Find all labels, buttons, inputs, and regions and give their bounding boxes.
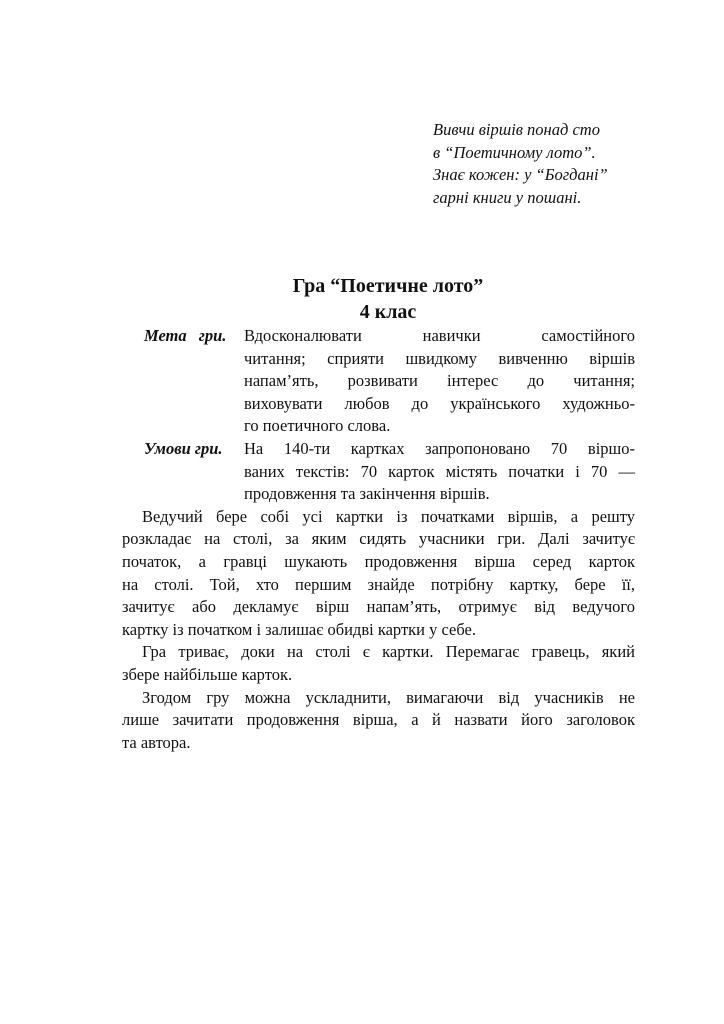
epigraph-line: Вивчи віршів понад сто <box>433 120 600 139</box>
page-title <box>0 273 724 325</box>
rules-term: Умови гри. <box>144 438 223 458</box>
title-grade: 4 клас <box>359 301 417 323</box>
paragraph-line: Гра триває, доки на столі є картки. Перемагає гравець, який <box>142 642 635 662</box>
rules-line: На 140-ти картках запропоновано 70 віршо- <box>244 438 635 458</box>
paragraph-line: початок, а гравці шукають продовження вірша серед карток <box>122 551 635 571</box>
goal-section <box>124 325 635 438</box>
paragraph-line: та автора. <box>122 732 191 752</box>
goal-term: Мета гри. <box>144 326 227 345</box>
paragraph-line: лише зачитати продовження вірша, а й назвати його заголовок <box>122 710 635 730</box>
paragraph-line: зачитує або декламує вірш напам’ять, отримує від ведучого <box>122 597 635 617</box>
paragraph-line: розкладає на столі, за яким сидять учасники гри. Далі зачитує <box>122 529 635 549</box>
goal-line: виховувати любов до українського художньо- <box>244 393 635 413</box>
paragraph-line: збере найбільше карток. <box>122 664 293 684</box>
rules-line: продовження та закінчення віршів. <box>244 484 490 504</box>
paragraph-line: Ведучий бере собі усі картки із початками віршів, а решту <box>142 506 635 526</box>
paragraph-line: на столі. Той, хто першим знайде потрібну картку, бере її, <box>122 574 635 594</box>
rules-text <box>244 438 635 506</box>
epigraph-line: Знає кожен: у “Богдані” <box>433 165 608 184</box>
document-body <box>124 325 635 754</box>
paragraph <box>122 641 635 686</box>
epigraph <box>433 119 693 209</box>
epigraph-line: в “Поетичному лото”. <box>433 142 596 162</box>
goal-line: Вдосконалювати навички самостійного <box>244 326 635 345</box>
paragraph-line: картку із початком і залишає обидві картки у себе. <box>122 619 476 639</box>
rules-section <box>124 438 635 506</box>
epigraph-line: гарні книги у пошані. <box>433 187 582 207</box>
goal-line: читання; сприяти швидкому вивченню віршів <box>244 348 635 368</box>
title-main: Гра “Поетичне лото” <box>292 275 484 297</box>
rules-line: ваних текстів: 70 карток містять початки і 70 — <box>244 461 635 481</box>
goal-line: напам’ять, розвивати інтерес до читання; <box>244 371 635 391</box>
paragraph-line: Згодом гру можна ускладнити, вимагаючи від учасників не <box>142 687 635 707</box>
paragraph <box>122 687 635 755</box>
goal-text <box>244 325 635 438</box>
paragraph <box>122 506 635 642</box>
goal-line: го поетичного слова. <box>244 416 391 436</box>
